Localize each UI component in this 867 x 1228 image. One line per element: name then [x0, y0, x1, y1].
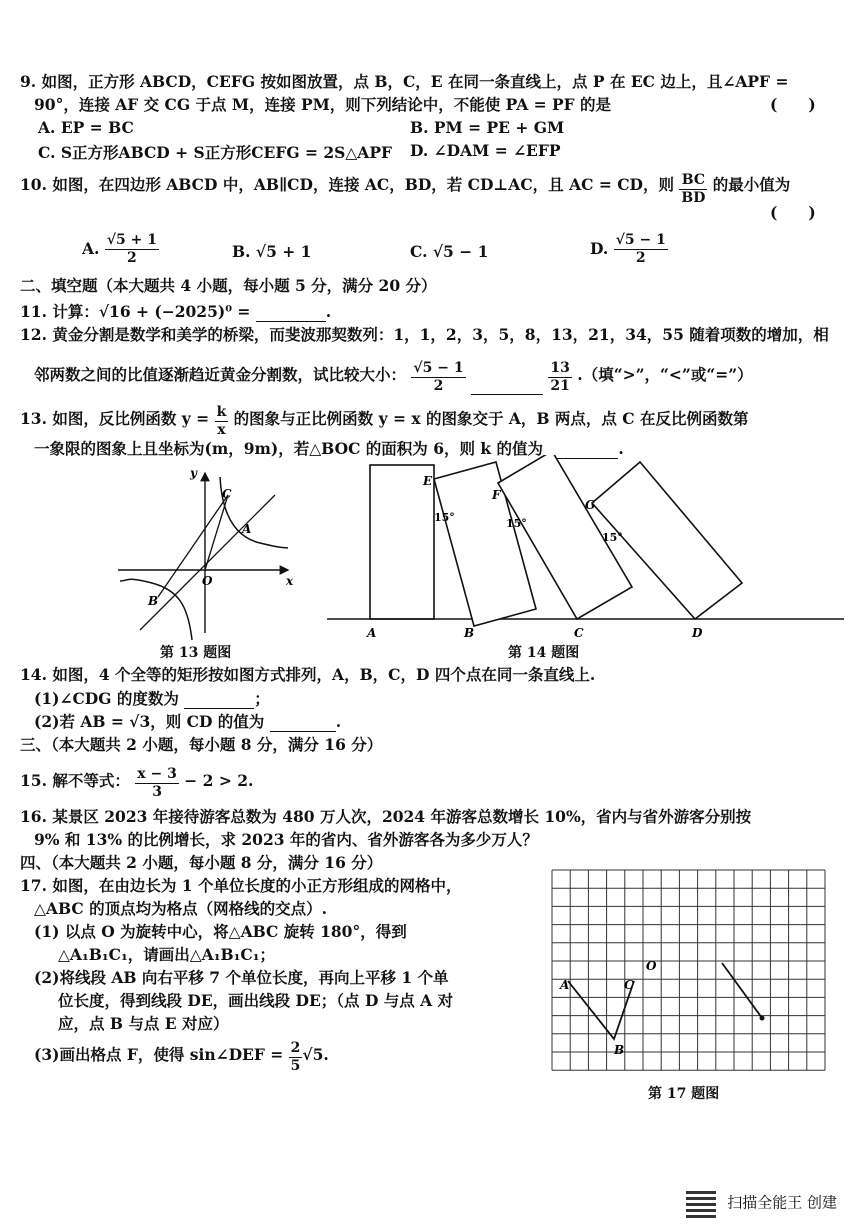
fig13-label-b: B — [148, 594, 159, 608]
q13-line1 — [20, 404, 749, 439]
fig14-label-d: D — [692, 626, 703, 640]
q10-a-label: A. — [82, 239, 100, 258]
q14-part1-end: ； — [254, 689, 270, 708]
scanner-footer — [686, 1188, 837, 1218]
fig13-label-o: O — [202, 574, 213, 588]
q9-option-a: A. EP = BC — [38, 118, 134, 137]
section-4-heading: 四、（本大题共 2 小题，每小题 8 分，满分 16 分） — [20, 853, 383, 872]
fig14-label-c: C — [574, 626, 584, 640]
segment-oc — [205, 495, 228, 570]
q10-text: 10. 如图，在四边形 ABCD 中，AB∥CD，连接 AC，BD，若 CD⊥AC，且 AC = CD，则 — [20, 175, 674, 194]
q11: 11. 计算：√16 + (−2025)⁰ = . — [20, 302, 332, 321]
q12-f1-num: √5 − 1 — [413, 360, 464, 376]
q10-paren: ( ) — [770, 203, 816, 222]
q12-f1-den: 2 — [433, 378, 444, 394]
rectangle-1 — [370, 465, 434, 619]
fig13-label-c: C — [222, 487, 232, 501]
q16-line1: 16. 某景区 2023 年接待游客总数为 480 万人次，2024 年游客总数增长 10%，省内与省外游客分别按 — [20, 807, 752, 826]
q17-part1b: △A₁B₁C₁，请画出△A₁B₁C₁； — [58, 945, 276, 964]
q10-option-d — [590, 232, 668, 267]
q12-blank — [471, 378, 543, 395]
q17-line1: 17. 如图，在由边长为 1 个单位长度的小正方形组成的网格中， — [20, 876, 462, 895]
q13-frac-x: x — [217, 422, 226, 438]
q13-text-2: 一象限的图象上且坐标为(m，9m)，若△BOC 的面积为 6，则 k 的值为 — [34, 439, 544, 458]
fig14-label-f: F — [492, 488, 501, 502]
q9-option-d: D. ∠DAM = ∠EFP — [410, 141, 561, 160]
q15-tail: − 2 > 2. — [184, 771, 254, 790]
q17-frac-den: 5 — [290, 1058, 301, 1074]
q15 — [20, 766, 253, 801]
q10-d-num: √5 − 1 — [615, 232, 666, 248]
q9-option-b: B. PM = PE + GM — [410, 118, 565, 137]
q15-frac-den: 3 — [152, 784, 162, 800]
q13-text-b: 的图象与正比例函数 y = x 的图象交于 A，B 两点，点 C 在反比例函数第 — [233, 409, 749, 428]
q13-text-a: 13. 如图，反比例函数 y = — [20, 409, 210, 428]
q17-part3-tail: √5. — [302, 1045, 329, 1064]
q10-d-frac — [614, 232, 668, 267]
q14-part1-text: (1)∠CDG 的度数为 — [34, 689, 179, 708]
q13-frac-k: k — [216, 404, 227, 420]
q14-part1 — [34, 689, 270, 709]
section-2-heading: 二、填空题（本大题共 4 小题，每小题 5 分，满分 20 分） — [20, 276, 437, 295]
grid — [552, 870, 825, 1070]
figure-13 — [110, 465, 300, 640]
q10-a-frac — [105, 232, 159, 267]
q13-frac — [215, 404, 229, 439]
q12-text-a: 邻两数之间的比值逐渐趋近黄金分割数，试比较大小： — [34, 365, 407, 384]
q10-line1 — [20, 172, 790, 207]
fig17-label-a: A — [560, 978, 570, 992]
figure-17-caption: 第 17 题图 — [648, 1086, 720, 1102]
figure-17 — [548, 866, 844, 1088]
q10-a-num: √5 + 1 — [106, 232, 158, 248]
figure-14-caption: 第 14 题图 — [508, 645, 580, 661]
q11-blank — [256, 305, 326, 322]
q11-text: 11. 计算：√16 + (−2025)⁰ = — [20, 302, 251, 321]
q14-line1: 14. 如图，4 个全等的矩形按如图方式排列，A，B，C，D 四个点在同一条直线上. — [20, 665, 596, 684]
fig14-angle-2: 15° — [506, 517, 527, 530]
figure-13-caption: 第 13 题图 — [160, 645, 232, 661]
fig14-label-a: A — [367, 626, 377, 640]
q17-frac — [289, 1040, 303, 1075]
q10-tail: 的最小值为 — [712, 175, 791, 194]
fig14-label-e: E — [423, 474, 433, 488]
q10-a-den: 2 — [127, 250, 137, 266]
q9-paren: ( ) — [770, 95, 816, 114]
q12-frac-2 — [548, 360, 571, 395]
figure-14 — [322, 455, 847, 640]
q10-d-den: 2 — [635, 250, 646, 266]
fig17-label-b: B — [614, 1043, 625, 1057]
q14-part2-end: . — [335, 712, 342, 731]
q17-part1a: (1) 以点 O 为旋转中心，将△ABC 旋转 180°，得到 — [34, 922, 407, 941]
q17-frac-num: 2 — [290, 1040, 301, 1056]
q12-f2-num: 13 — [550, 360, 570, 376]
q10-option-b: B. √5 + 1 — [232, 242, 312, 261]
section-3-heading: 三、（本大题共 2 小题，每小题 8 分，满分 16 分） — [20, 735, 383, 754]
q17-line2: △ABC 的顶点均为格点（网格线的交点）. — [34, 899, 327, 918]
q10-option-a — [82, 232, 159, 267]
q12-frac-1 — [411, 360, 465, 395]
qr-code-icon — [686, 1188, 716, 1218]
fig14-label-b: B — [464, 626, 475, 640]
grid-point — [760, 1016, 765, 1021]
q12-line1: 12. 黄金分割是数学和美学的桥梁，而斐波那契数列：1，1，2，3，5，8，13，21，34，55 随着项数的增加，相 — [20, 325, 829, 344]
q14-part2 — [34, 712, 341, 732]
fig13-label-x: x — [286, 574, 294, 588]
fig13-label-y: y — [190, 466, 197, 480]
q14-blank-2 — [270, 715, 336, 732]
q10-option-c: C. √5 − 1 — [410, 242, 489, 261]
fig14-label-g: G — [585, 498, 596, 512]
fig14-angle-3: 15° — [602, 531, 623, 544]
q9-option-c: C. S正方形ABCD + S正方形CEFG = 2S△APF — [38, 143, 392, 162]
q12-line2 — [34, 360, 753, 395]
q16-line2: 9% 和 13% 的比例增长，求 2023 年的省内、省外游客各为多少万人？ — [34, 830, 538, 849]
fig17-label-c: C — [624, 978, 634, 992]
fig13-label-a: A — [242, 522, 252, 536]
q14-blank-1 — [184, 692, 254, 709]
q17-part3-text: (3)画出格点 F，使得 sin∠DEF = — [34, 1045, 284, 1064]
q15-frac-num: x − 3 — [137, 766, 177, 782]
fig14-angle-1: 15° — [434, 511, 455, 524]
q10-d-label: D. — [590, 239, 609, 258]
q17-part3 — [34, 1040, 329, 1075]
segment-bc — [158, 495, 228, 597]
q17-part2a: (2)将线段 AB 向右平移 7 个单位长度，再向上平移 1 个单 — [34, 968, 449, 987]
q13-line2: 一象限的图象上且坐标为(m，9m)，若△BOC 的面积为 6，则 k 的值为 . — [34, 439, 624, 458]
q14-part2-text: (2)若 AB = √3，则 CD 的值为 — [34, 712, 265, 731]
q10-frac-den: BD — [681, 190, 706, 206]
q17-part2c: 应，点 B 与点 E 对应） — [58, 1014, 229, 1033]
footer-text: 扫描全能王 创建 — [727, 1193, 837, 1212]
q10-frac-num: BC — [679, 172, 707, 190]
q10-fraction — [679, 172, 707, 207]
fig17-label-o: O — [646, 959, 657, 973]
q9-line1: 9. 如图，正方形 ABCD，CEFG 按如图放置，点 B，C，E 在同一条直线上，点 P 在 EC 边上，且∠APF = — [20, 72, 789, 91]
q15-text: 15. 解不等式： — [20, 771, 130, 790]
q12-text-b: .（填“>”，“<”或“=”） — [577, 365, 753, 384]
segment-right — [722, 963, 762, 1018]
q17-part2b: 位长度，得到线段 DE，画出线段 DE；（点 D 与点 A 对 — [58, 991, 454, 1010]
q12-f2-den: 21 — [550, 378, 570, 394]
q15-frac — [135, 766, 179, 801]
q9-line2: 90°，连接 AF 交 CG 于点 M，连接 PM，则下列结论中，不能使 PA = PF 的是 — [34, 95, 612, 114]
